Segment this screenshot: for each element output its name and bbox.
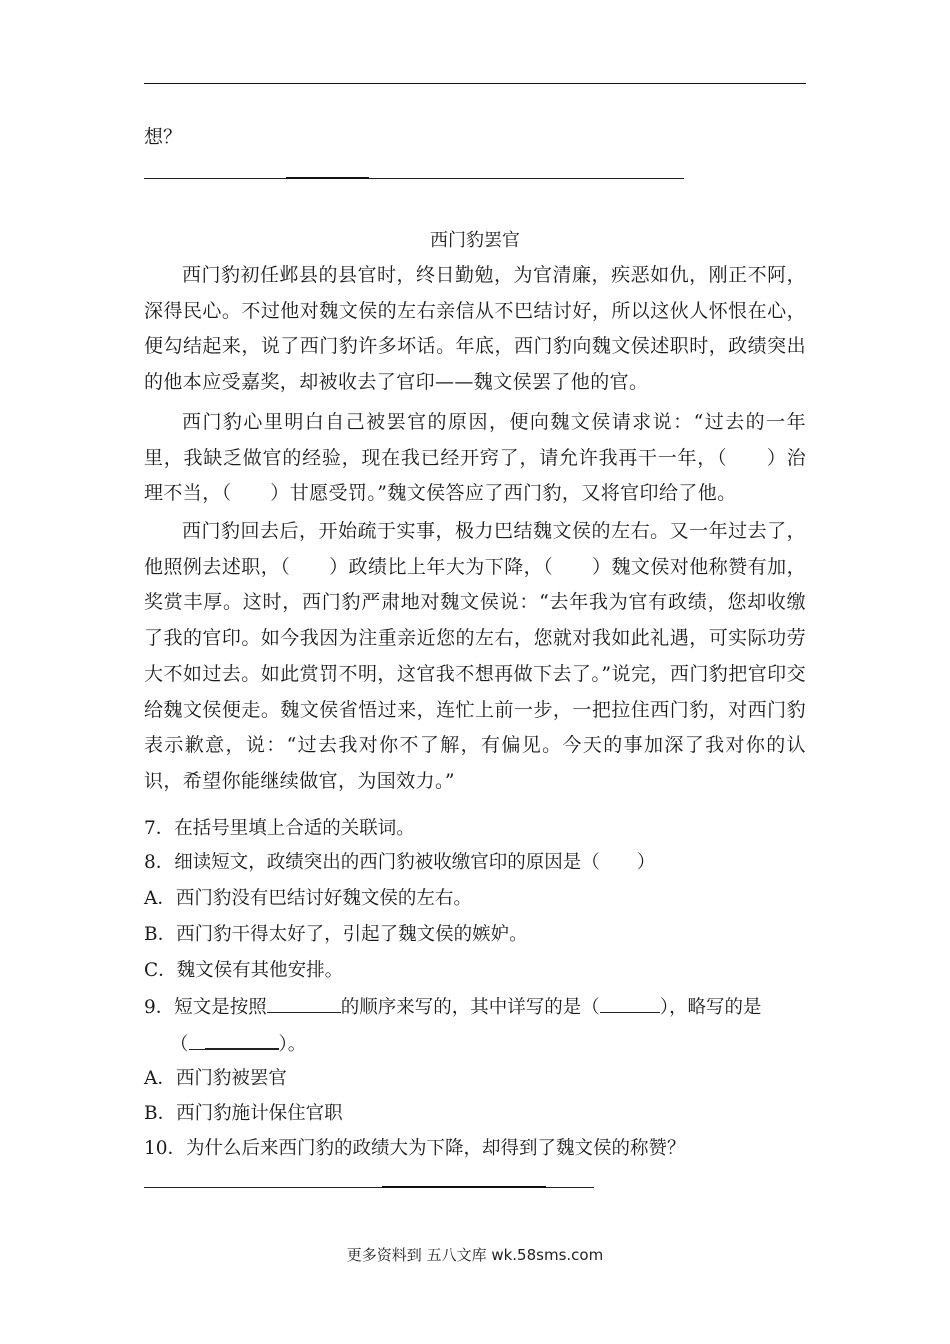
question-9-option-b[interactable]: B．西门豹施计保住官职 bbox=[144, 1103, 343, 1124]
previous-answer-line[interactable] bbox=[144, 178, 684, 179]
question-9-blank-order[interactable] bbox=[267, 994, 341, 1013]
question-9 bbox=[144, 994, 762, 1021]
question-10: 10．为什么后来西门豹的政绩大为下降，却得到了魏文侯的称赞？ bbox=[144, 1138, 686, 1159]
paragraph-2: 西门豹心里明白自己被罢官的原因，便向魏文侯请求说：“过去的一年里，我缺乏做官的经验，现在我已经开窍了，请允许我再干一年，（ ）治理不当，（ ）甘愿受罚。”魏文侯答应了西门豹，又将官印给了他。 bbox=[144, 411, 806, 505]
question-9-option-a[interactable]: A．西门豹被罢官 bbox=[144, 1068, 287, 1089]
paragraph-1: 西门豹初任邺县的县官时，终日勤勉，为官清廉，疾恶如仇，刚正不阿，深得民心。不过他对魏文侯的左右亲信从不巴结讨好，所以这伙人怀恨在心，便勾结起来，说了西门豹许多坏话。年底，西门豹向魏文侯述职时，政绩突出的他本应受嘉奖，却被收去了官印——魏文侯罢了他的官。 bbox=[144, 264, 806, 394]
passage-title: 西门豹罢官 bbox=[430, 230, 520, 251]
question-9-text-3: ），略写的是 bbox=[659, 997, 762, 1018]
question-9-blank-brief-a[interactable] bbox=[189, 1031, 205, 1050]
page-footer: 更多资料到 五八文库 wk.58sms.com bbox=[346, 1246, 604, 1264]
paragraph-3: 西门豹回去后，开始疏于实事，极力巴结魏文侯的左右。又一年过去了，他照例去述职，（ ）政绩比上年大为下降，（ ）魏文侯对他称赞有加，奖赏丰厚。这时，西门豹严肃地对魏文侯说：“去年我为官有政绩，您却收缴了我的官印。如今我因为注重亲近您的左右，您就对我如此礼遇，可实际功劳大不如过去。如此赏罚不明，这官我不想再做下去了。”说完，西门豹把官印交给魏文侯便走。魏文侯省悟过来，连忙上前一步，一把拉住西门豹，对西门豹表示歉意，说：“过去我对你不了解，有偏见。今天的事加深了我对你的认识，希望你能继续做官，为国效力。” bbox=[144, 520, 806, 792]
question-8-option-c[interactable]: C．魏文侯有其他安排。 bbox=[144, 960, 344, 981]
question-9-paren-close: ）。 bbox=[278, 1034, 307, 1055]
question-9-text-1: 9．短文是按照 bbox=[144, 997, 267, 1018]
question-9-line-2 bbox=[170, 1030, 306, 1058]
previous-question-fragment: 想？ bbox=[144, 126, 183, 148]
question-9-blank-detailed[interactable] bbox=[600, 994, 660, 1013]
top-rule bbox=[144, 83, 806, 84]
question-7: 7．在括号里填上合适的关联词。 bbox=[144, 818, 415, 839]
question-10-answer-line-thick bbox=[382, 1186, 546, 1188]
question-8-option-a[interactable]: A．西门豹没有巴结讨好魏文侯的左右。 bbox=[144, 888, 472, 909]
question-9-text-2: 的顺序来写的，其中详写的是（ bbox=[340, 997, 600, 1018]
previous-answer-line-thick bbox=[286, 177, 369, 179]
question-8: 8．细读短文，政绩突出的西门豹被收缴官印的原因是（ ） bbox=[144, 852, 656, 873]
question-8-option-b[interactable]: B．西门豹干得太好了，引起了魏文侯的嫉妒。 bbox=[144, 924, 528, 945]
question-9-paren-open: （ bbox=[170, 1034, 189, 1055]
question-9-blank-brief-b[interactable] bbox=[205, 1030, 279, 1050]
